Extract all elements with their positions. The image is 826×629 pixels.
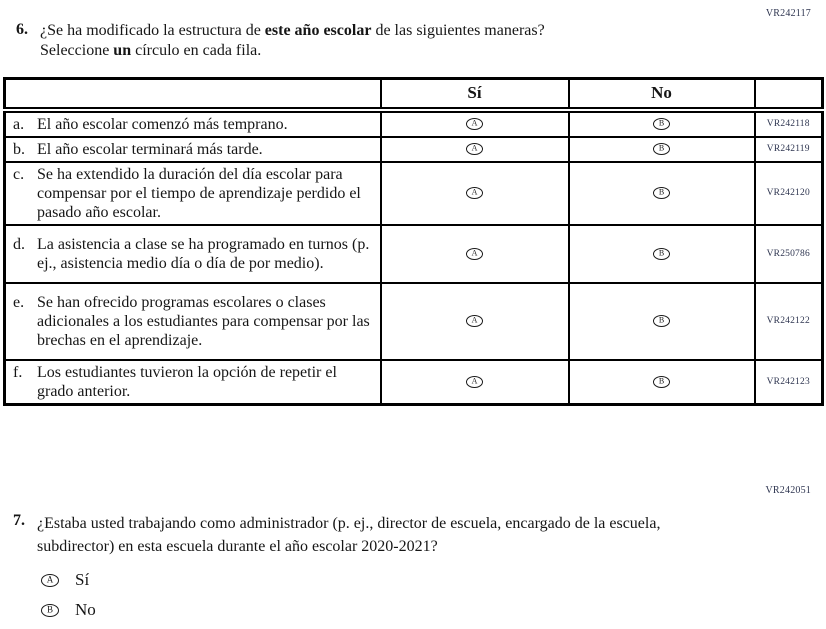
bubble-letter: B: [658, 187, 665, 197]
table-row-b: [5, 137, 823, 162]
row-item-text: La asistencia a clase se ha programado en turnos (p. ej., asistencia medio día o día de por medio).: [37, 235, 370, 272]
row-letter: a.: [13, 115, 25, 133]
row-code: VR242122: [755, 283, 823, 360]
bubble-letter: B: [658, 143, 665, 153]
answer-bubble-a-no[interactable]: [653, 118, 670, 130]
row-letter: e.: [13, 293, 25, 311]
bubble-letter: A: [46, 574, 54, 584]
bubble-letter: B: [46, 604, 53, 614]
table-row-a: [5, 110, 823, 137]
question-7-number: 7.: [13, 512, 25, 529]
row-letter: c.: [13, 165, 25, 183]
row-item-text: Se han ofrecido programas escolares o clases adicionales a los estudiantes para compensar por las brechas en el aprendizaje.: [37, 293, 370, 349]
question-7-text: ¿Estaba usted trabajando como administrador (p. ej., director de escuela, encargado de la escuela, subdirector) en esta escuela durante el año escolar 2020-2021?: [37, 515, 661, 555]
answer-bubble-b-no[interactable]: [653, 143, 670, 155]
q7-option-si-label: Sí: [75, 570, 90, 589]
row-item-text: Se ha extendido la duración del día escolar para compensar por el tiempo de aprendizaje perdido el pasado año escolar.: [37, 165, 361, 221]
table-header-row: [5, 79, 823, 110]
answer-bubble-e-no[interactable]: [653, 315, 670, 327]
q6-answer-table: [3, 77, 824, 406]
row-code: VR242120: [755, 162, 823, 225]
header-code-blank: [755, 79, 823, 110]
q7-option-si: [41, 570, 89, 590]
bubble-letter: A: [471, 376, 478, 386]
answer-bubble-d-no[interactable]: [653, 248, 670, 260]
answer-bubble-a-si[interactable]: [466, 118, 483, 130]
bubble-letter: A: [471, 248, 478, 258]
header-no: No: [569, 79, 755, 110]
q6-text-bold2: un: [113, 42, 132, 59]
header-si: Sí: [381, 79, 569, 110]
q6-text-part2: de las siguientes maneras? Seleccione: [40, 22, 545, 59]
table-row-c: [5, 162, 823, 225]
bubble-letter: A: [471, 315, 478, 325]
row-letter: d.: [13, 235, 25, 253]
row-item-text: El año escolar comenzó más temprano.: [37, 115, 288, 133]
row-code: VR242119: [755, 137, 823, 162]
row-code: VR242123: [755, 360, 823, 405]
row-letter: b.: [13, 140, 25, 158]
question-6-number: 6.: [16, 21, 28, 38]
answer-bubble-f-si[interactable]: [466, 376, 483, 388]
answer-bubble-c-no[interactable]: [653, 187, 670, 199]
q6-text-part1: ¿Se ha modificado la estructura de: [40, 22, 265, 39]
row-code: VR250786: [755, 225, 823, 283]
bubble-letter: A: [471, 143, 478, 153]
bubble-letter: B: [658, 118, 665, 128]
bubble-letter: B: [658, 315, 665, 325]
answer-bubble-b-si[interactable]: [466, 143, 483, 155]
form-code-q7: VR242051: [765, 485, 811, 496]
table-row-f: [5, 360, 823, 405]
table-row-e: [5, 283, 823, 360]
bubble-letter: A: [471, 118, 478, 128]
answer-bubble-e-si[interactable]: [466, 315, 483, 327]
row-letter: f.: [13, 363, 23, 381]
answer-bubble-q7-no[interactable]: [41, 604, 59, 617]
question-6-text: [40, 21, 574, 61]
bubble-letter: A: [471, 187, 478, 197]
bubble-letter: B: [658, 248, 665, 258]
bubble-letter: B: [658, 376, 665, 386]
table-row-d: [5, 225, 823, 283]
q7-option-no: [41, 600, 96, 620]
question-7: [13, 512, 689, 558]
answer-bubble-f-no[interactable]: [653, 376, 670, 388]
answer-bubble-d-si[interactable]: [466, 248, 483, 260]
row-item-text: El año escolar terminará más tarde.: [37, 140, 263, 158]
question-6: [16, 21, 574, 61]
q6-text-part3: círculo en cada fila.: [131, 42, 262, 59]
q7-option-no-label: No: [75, 600, 96, 619]
form-code-q6: VR242117: [765, 8, 811, 19]
answer-bubble-q7-si[interactable]: [41, 574, 59, 587]
q6-text-bold1: este año escolar: [264, 22, 372, 39]
answer-bubble-c-si[interactable]: [466, 187, 483, 199]
header-item-blank: [5, 79, 381, 110]
row-item-text: Los estudiantes tuvieron la opción de repetir el grado anterior.: [37, 363, 337, 400]
row-code: VR242118: [755, 110, 823, 137]
